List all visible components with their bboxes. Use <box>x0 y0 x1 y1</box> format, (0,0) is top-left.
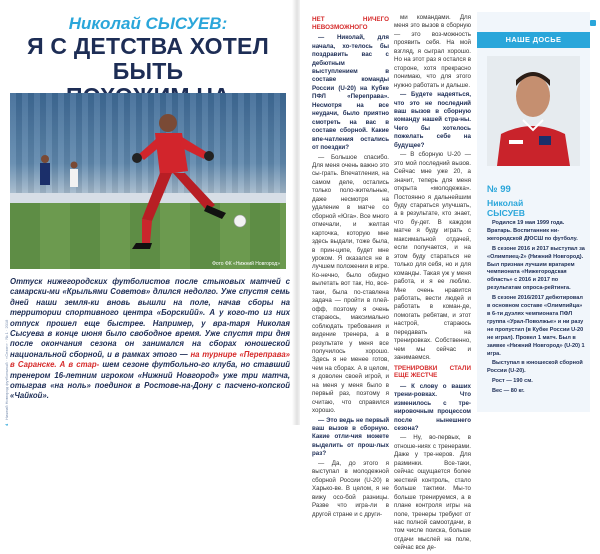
section-heading-1: НЕТ НИЧЕГО НЕВОЗМОЖНОГО <box>312 16 389 31</box>
answer-4: — Ну, во-первых, в отноше-ниях с тренерами. Даже у тре-неров. Для разминки. Все-таки, сейчас ощущается более жесткий контроль, стало больше тактики. Мы-то больше тренируемся, а в плане контроля игры на поле, тренеры требуют от нас полной самоотдачи, в том числе поиска, больше отдачи мыслей на поле, сейчас все де- <box>394 434 471 552</box>
answer-2: — Да, до этого я выступал в молодежной сборной России (U-20) в Харько-ве. В целом, я не вижу осо-бой разницы. Разве что игра-ли в другой стране и с други- <box>312 459 389 518</box>
lede-text-2: шем сезоне футбольно-го клуба, но ставший тренером 16-летним игроком «Нижний Новгород» уже три матча, отыграв «на ноль» поединок в Ростове-на-Дону с пасчено-копской «Чайкой». <box>10 360 290 401</box>
player-name <box>487 198 525 218</box>
left-page-number: 4 <box>4 423 9 426</box>
headline-line-1: Я С ДЕТСТВА ХОТЕЛ БЫТЬ <box>27 33 269 84</box>
folio-marker-icon <box>590 20 596 26</box>
player-portrait-image <box>487 56 580 166</box>
player-last-name: СЫСУЕВ <box>487 208 525 218</box>
goalkeeper-figure <box>10 93 286 269</box>
dossier-paragraph-1: Родился 19 мая 1999 года. Вратарь. Воспитанник ни-жегородской ДЮСШ по футболу. <box>487 220 578 242</box>
player-portrait <box>487 56 580 166</box>
dossier-height: Рост — 190 см. <box>492 378 533 385</box>
interview-column-1 <box>312 14 389 520</box>
answer-1: — Большое спасибо. Для меня очень важно это сы-грать. Впечатления, на самом деле, остались только поло-жительные, даже несмотря на удаление в матче со сборной «Юга». Все много отмечали, и желтая карточка, которую мне здесь выдали, тоже была, в прин-ципе, будет мне уроком. Я оказался не в лучшем положении в игре. Ко-нечно, было обидно вылетать вот так, Но, все-таки, была по-ставлена задача — пройти в плей-офф, поэтому я очень стараюсь, максимально соблюдать требования и видение тренера, а в результате у меня все получилось хорошо. Здесь я не менее готов, чем на сборах. А в целом, я доволен своей игрой, и на меня у меня было в первый раз, поэтому я считаю, что справился хорошо. <box>312 153 389 415</box>
article-lede <box>10 277 290 402</box>
question-2: — Это ведь не первый ваш вызов в сборную. Какие отли-чия можете выделить от прош-лых раз? <box>312 416 389 458</box>
interview-column-2 <box>394 14 471 554</box>
dossier-sidebar <box>477 12 590 412</box>
left-page <box>0 0 296 425</box>
question-1: — Николай, для начала, хо-телось бы поздравить вас с дебютным выступлением в составе команды России (U-20) на Кубке ПФЛ «Переправа». Несмотря на все неудачи, было приятно смотреть на вас в составе сборной. Какие впе-чатления остались от поездки? <box>312 34 389 152</box>
article-kicker: Николай СЫСУЕВ: <box>68 14 228 33</box>
lede-highlight: на турнире «Переправа» в Саранске. А в стар- <box>10 349 290 370</box>
column-2-paragraph: ми командами. Для меня это вызов в сборную — это воз-можность проявить себя. На мой взгляд, я сыграл хорошо. Но на этот раз я остался в стороне, хотя прекрасно понимаю, что для этого нужно работать и дальше. <box>394 14 471 89</box>
question-3: — Будете надеяться, что это не последний ваш вызов в сборную команду нашей стра-ны. Чего бы хотелось пожелать себе на будущее? <box>394 91 471 149</box>
dossier-paragraph-3: В сезоне 2016/2017 дебютировал в основном составе «Олимпийца» в 6-ти дуэлях чемпионата ПФЛ группа «Урал-Поволжье» и ни разу не пропустил (в Кубке России U-20 не играл). Провел 1 матч. Был в заявке «Нижний Новгород» (U-20) 1 игра. <box>487 295 585 357</box>
right-page <box>300 0 600 552</box>
player-number: № 99 <box>487 184 511 195</box>
question-4: — К слову о ваших трени-ровках. Что изменилось с тре-нировочным процессом после нынешнего сезона? <box>394 382 471 433</box>
player-first-name: Николай <box>487 198 524 208</box>
photo-credit: Фото ФК «Нижний Новгород» <box>212 261 280 267</box>
left-folio-text: Нижний Новгород футбольный · «Сезон» · № 1 · 2018 <box>4 319 9 420</box>
lede-text-1: Оттуск нижегородских футболистов после стыковых матчей с самарски-ми «Крыльями Советов» длился недолго. Уже спустя семь дней наши земля-ки вновь вышли на поле, начав сборы на территории спортивного центра «Борскийй». А у кого-то из них отпуск прошел еще быстрее. Например, у вра-таря Николая Сысуева в конце июня было свободное время. Уже спустя три дня после окончания сезона он занимался на сборах юношеской национальной сборной, и в рамках этого — <box>10 277 290 359</box>
answer-3: — В сборную U-20 — это мой последний вызов. Сейчас мне уже 20, а значит, теперь для меня открыта «молодежка». Постоянно я дальнейшим буду стараться улучшать, а в результате, кто знает, что бу-дет. В каждом матче я буду играть с максимальной отдачей, если получается, и на этом буду стараться не только для себя, но и для команды. Такая уж у меня работа, и я ее люблю. Мне очень нравится работать, вести людей и работать в коман-де, помогать ребятам, и этот настрой, стараюсь передавать на тренировках. Собственно, чем мы сейчас и занимаемся. <box>394 151 471 362</box>
dossier-paragraph-2: В сезоне 2016 и 2017 выступал за «Олимпиец-2» (Нижний Новгород). Был признан лучшим вратарем чемпионата «Нижегородская область» с 2016 и 2017 по результатам опроса-рейтинга. <box>487 245 585 292</box>
section-heading-2: ТРЕНИРОВКИ СТАЛИ ЕЩЕ ЖЕСТЧЕ <box>394 364 471 380</box>
goalkeeper-action-photo <box>10 93 286 269</box>
dossier-weight: Вес — 80 кг. <box>492 388 525 395</box>
dossier-paragraph-4: Выступал в юношеской сборной России (U-20). <box>487 360 583 375</box>
dossier-title: НАШЕ ДОСЬЕ <box>477 32 590 48</box>
dossier-body <box>487 220 585 398</box>
